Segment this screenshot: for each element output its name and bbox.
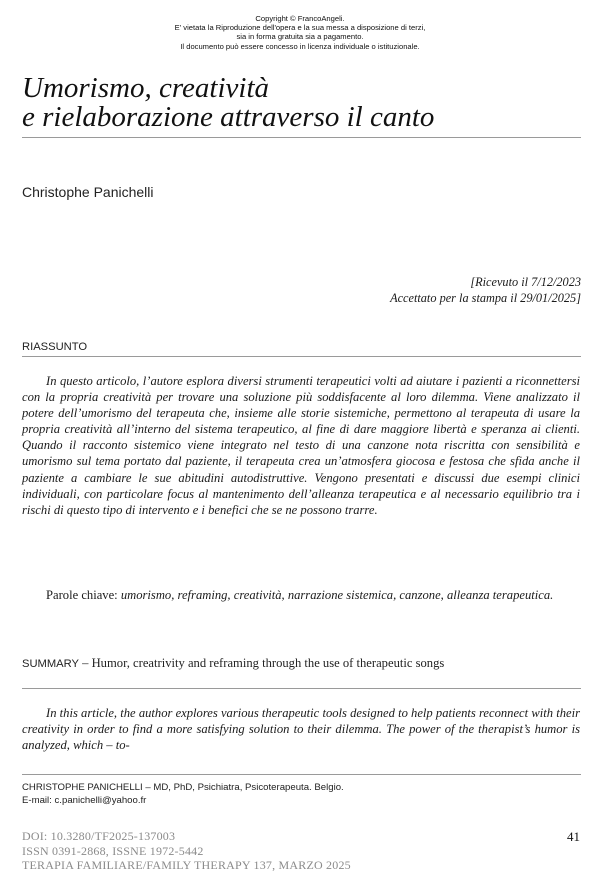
- title-line: Umorismo, creatività: [22, 72, 270, 104]
- copyright-line: sia in forma gratuita sia a pagamento.: [236, 32, 364, 42]
- title-line: e rielaborazione attraverso il canto: [22, 101, 435, 133]
- page-number: 41: [567, 829, 580, 844]
- doi: DOI: 10.3280/TF2025-137003: [22, 829, 176, 843]
- title-divider: [22, 137, 581, 138]
- article-title: [22, 74, 582, 132]
- footnote-author: CHRISTOPHE PANICHELLI: [22, 782, 143, 793]
- footnote-affiliation-line: [22, 781, 344, 794]
- author-footnote: [22, 781, 344, 807]
- summary-divider: [22, 688, 581, 689]
- keywords-list: umorismo, reframing, creatività, narrazione sistemica, canzone, alleanza terapeutica.: [120, 588, 554, 602]
- footnote-affiliation: – MD, PhD, Psichiatra, Psicoterapeuta. Belgio.: [142, 782, 344, 793]
- keywords-paragraph: [22, 587, 580, 603]
- riassunto-divider: [22, 356, 581, 357]
- page-footer: [22, 829, 351, 873]
- summary-label: SUMMARY: [22, 658, 79, 670]
- author-name: Christophe Panichelli: [22, 184, 154, 200]
- copyright-notice: [0, 14, 600, 51]
- summary-title: Humor, creatrivity and reframing through the use of therapeutic songs: [91, 656, 445, 670]
- copyright-line: Il documento può essere concesso in licenza individuale o istituzionale.: [180, 41, 420, 51]
- received-date: [Ricevuto il 7/12/2023: [470, 275, 581, 289]
- footnote-email: E-mail: c.panichelli@yahoo.fr: [22, 795, 147, 806]
- riassunto-heading: RIASSUNTO: [22, 341, 88, 353]
- riassunto-text: In questo articolo, l’autore esplora diversi strumenti terapeutici volti ad aiutare i pazienti a riconnettersi con la propria creatività per trovare una soluzione più soddisfacente al loro dilemma. Viene analizzato il potere dell’umorismo del terapeuta che, insieme alle storie sistemiche, permettono al terapeuta di usare la propria creatività all’interno del sistema terapeutico, al fine di dare maggiore libertà e speranza ai clienti. Quando il racconto sistemico viene integrato nel testo di una canzone nota riscritta con sensibilità e umorismo sul tema portato dal paziente, il terapeuta crea un’atmosfera giocosa e festosa che sfida anche il paziente a cambiare le sue abitudini autodistruttive. Vengono presentati e discussi due esempi clinici individuali, con particolare focus al mantenimento dell’alleanza terapeutica e al necessario equilibrio tra i rischi di questo tipo di intervento e i benefici che se ne possono trarre.: [22, 374, 580, 517]
- footnote-divider: [22, 774, 581, 775]
- accepted-date: Accettato per la stampa il 29/01/2025]: [390, 290, 581, 305]
- keywords-label: Parole chiave:: [46, 588, 118, 602]
- copyright-line: Copyright © FrancoAngeli.: [255, 14, 345, 23]
- submission-dates: [390, 275, 581, 306]
- summary-dash: –: [78, 656, 92, 670]
- journal-info: TERAPIA FAMILIARE/FAMILY THERAPY 137, MARZO 2025: [22, 858, 351, 873]
- summary-text: In this article, the author explores various therapeutic tools designed to help patients reconnect with their creativity in order to find a more satisfying solution to their dilemma. The power of the therapist’s humor is analyzed, which – to-: [22, 706, 580, 753]
- copyright-line: E' vietata la Riproduzione dell'opera e la sua messa a disposizione di terzi,: [174, 23, 426, 33]
- summary-heading: [22, 655, 581, 672]
- issn: ISSN 0391-2868, ISSNE 1972-5442: [22, 843, 204, 858]
